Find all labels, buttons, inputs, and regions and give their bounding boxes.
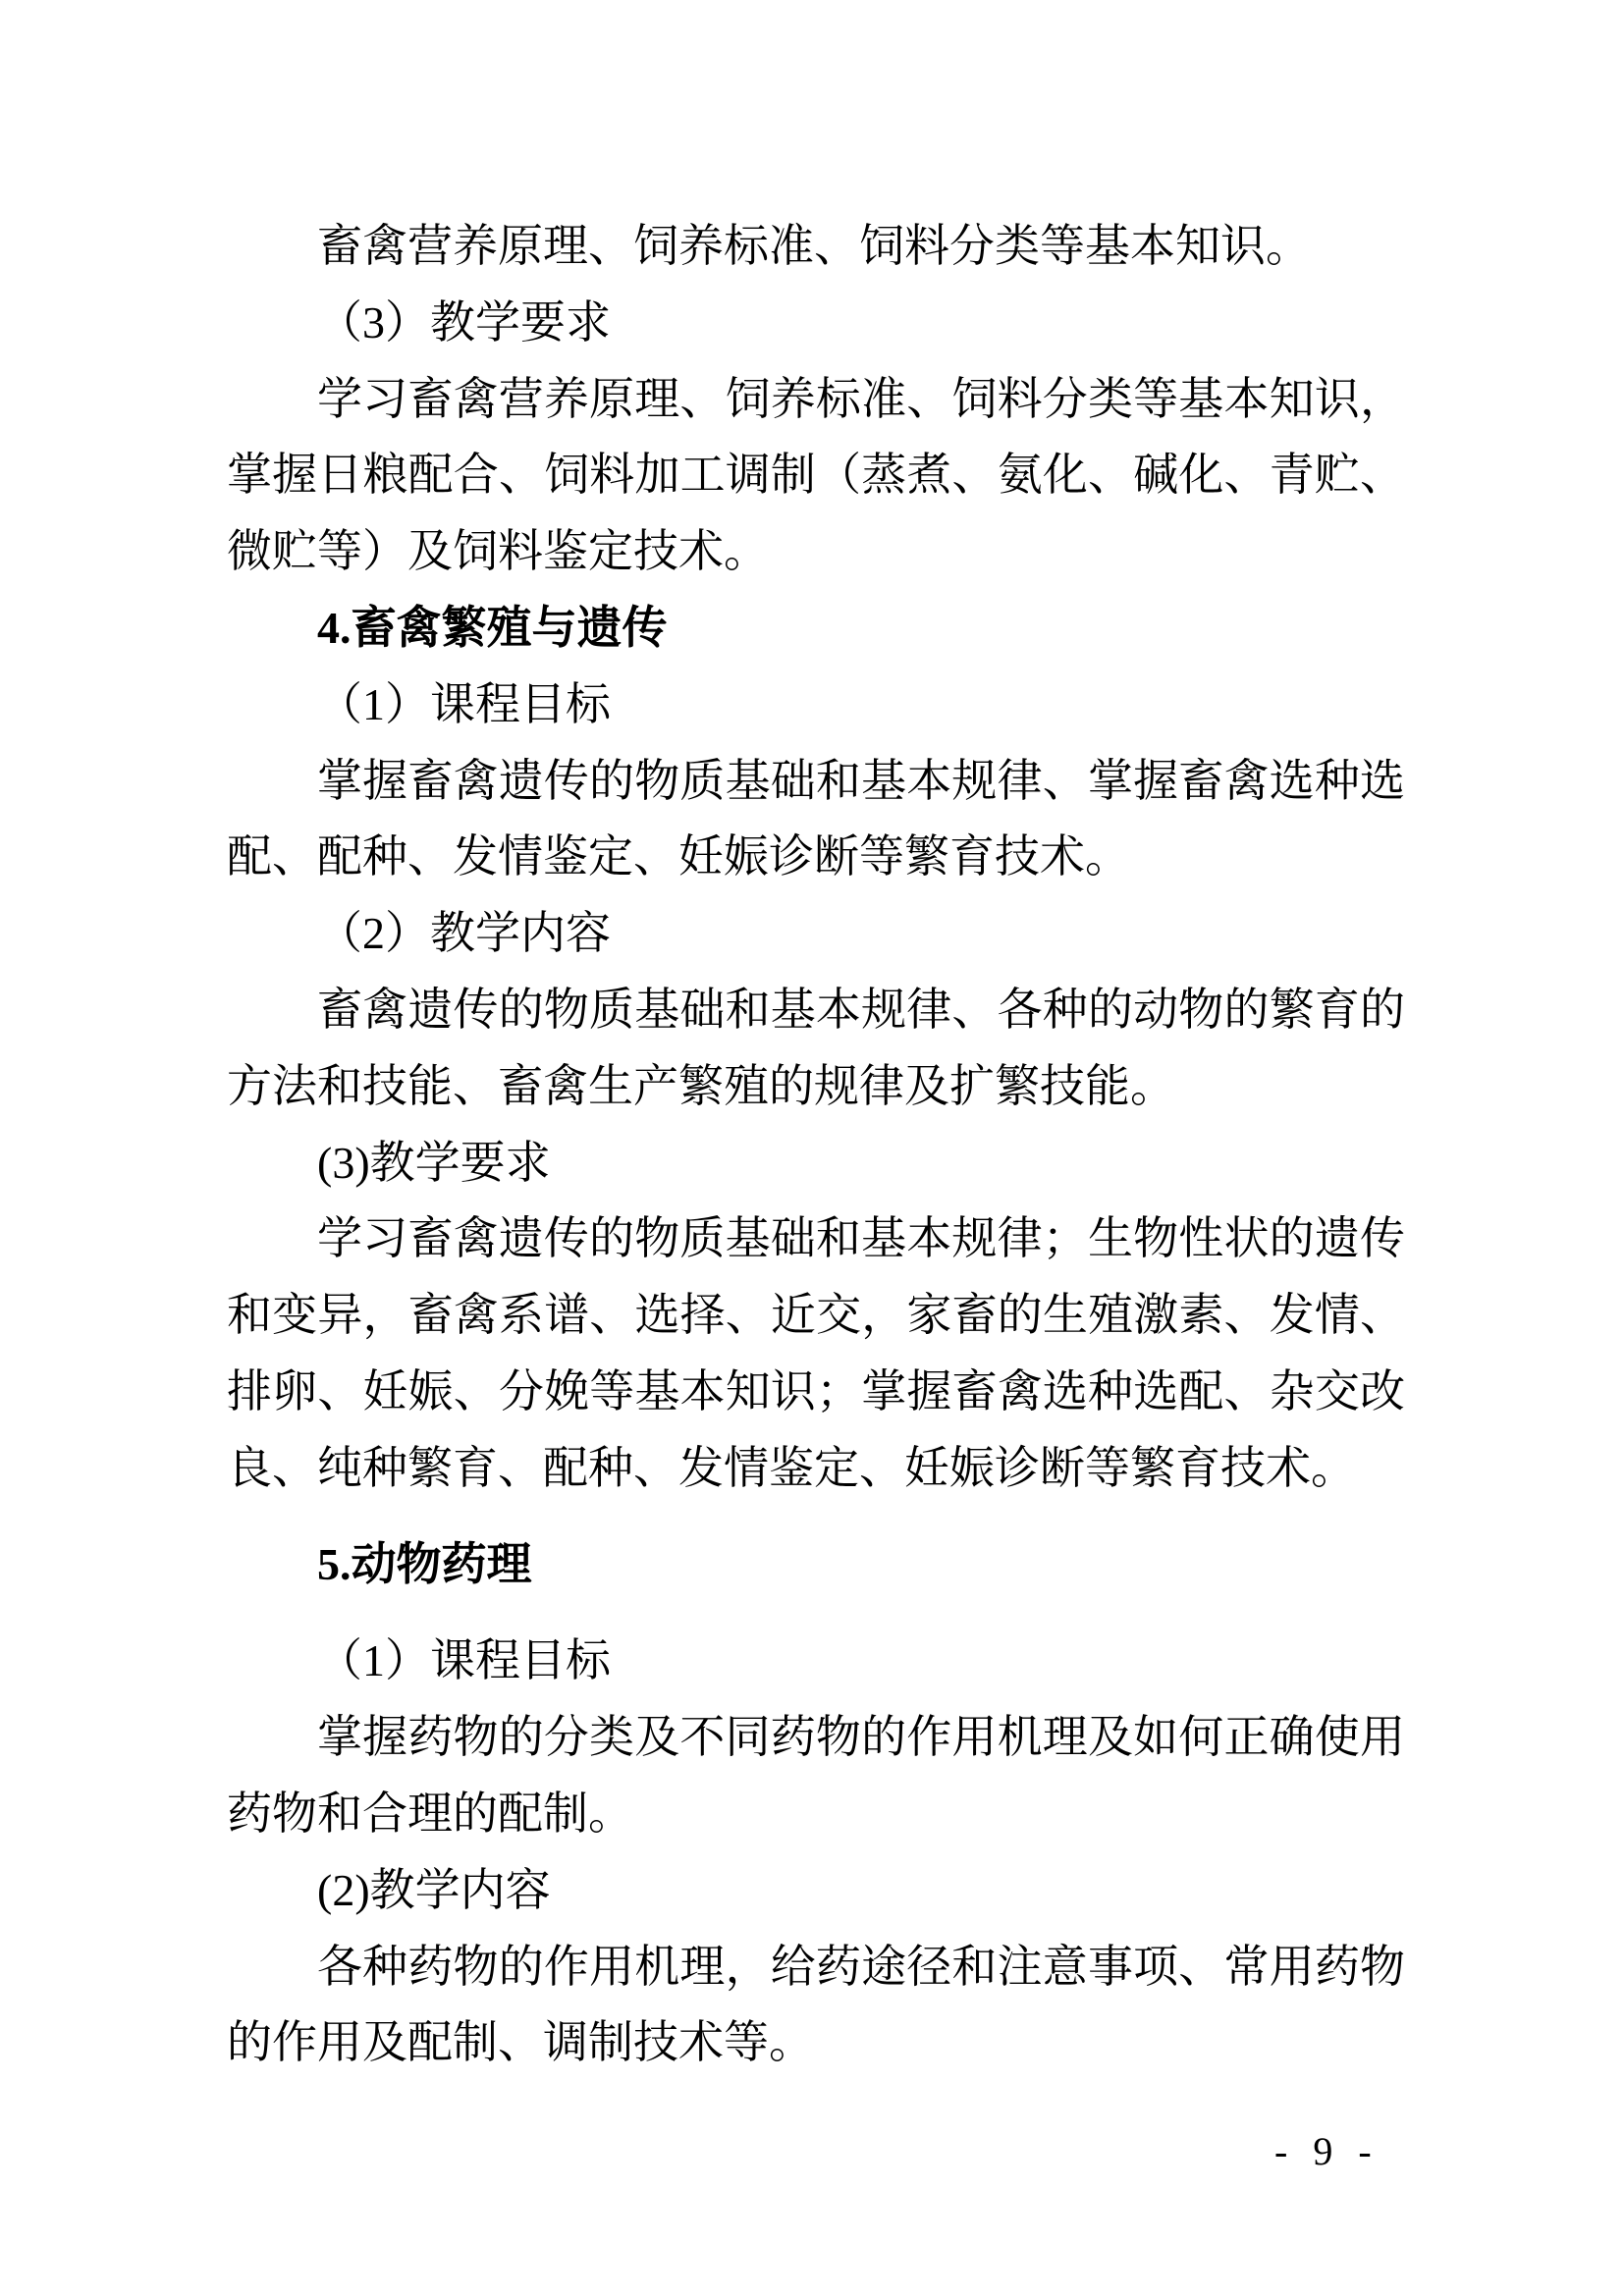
page-number: - 9 - (1274, 2129, 1380, 2173)
document-body (227, 208, 1405, 2081)
paragraph-course-objectives-2: 掌握药物的分类及不同药物的作用机理及如何正确使用药物和合理的配制。 (227, 1712, 1405, 1839)
paragraph-course-objectives: 掌握畜禽遗传的物质基础和基本规律、掌握畜禽选种选配、配种、发情鉴定、妊娠诊断等繁育技术。 (227, 755, 1405, 882)
paragraph-teaching-content-2: 各种药物的作用机理，给药途径和注意事项、常用药物的作用及配制、调制技术等。 (227, 1941, 1405, 2068)
section-heading-4-breeding-genetics: 4.畜禽繁殖与遗传 (317, 602, 668, 653)
subheading-2-teaching-content-2: (2)教学内容 (317, 1864, 551, 1915)
paragraph-teaching-requirements: 学习畜禽营养原理、饲养标准、饲料分类等基本知识，掌握日粮配合、饲料加工调制（蒸煮、氨化、碱化、青贮、微贮等）及饲料鉴定技术。 (227, 373, 1405, 577)
subheading-1-course-objectives: （1）课程目标 (317, 678, 611, 729)
paragraph-nutrition-basics: 畜禽营养原理、饲养标准、饲料分类等基本知识。 (317, 221, 1311, 271)
paragraph-teaching-content: 畜禽遗传的物质基础和基本规律、各种的动物的繁育的方法和技能、畜禽生产繁殖的规律及扩繁技能。 (227, 984, 1405, 1111)
section-heading-5-animal-pharmacology: 5.动物药理 (317, 1538, 532, 1589)
subheading-1-course-objectives-2: （1）课程目标 (317, 1635, 611, 1686)
subheading-3-teaching-requirements: （3）教学要求 (317, 296, 611, 347)
subheading-2-teaching-content: （2）教学内容 (317, 908, 611, 959)
subheading-3-teaching-requirements-2: (3)教学要求 (317, 1137, 551, 1188)
paragraph-teaching-requirements-2: 学习畜禽遗传的物质基础和基本规律；生物性状的遗传和变异，畜禽系谱、选择、近交，家畜的生殖激素、发情、排卵、妊娠、分娩等基本知识；掌握畜禽选种选配、杂交改良、纯种繁育、配种、发情鉴定、妊娠诊断等繁育技术。 (227, 1213, 1405, 1493)
